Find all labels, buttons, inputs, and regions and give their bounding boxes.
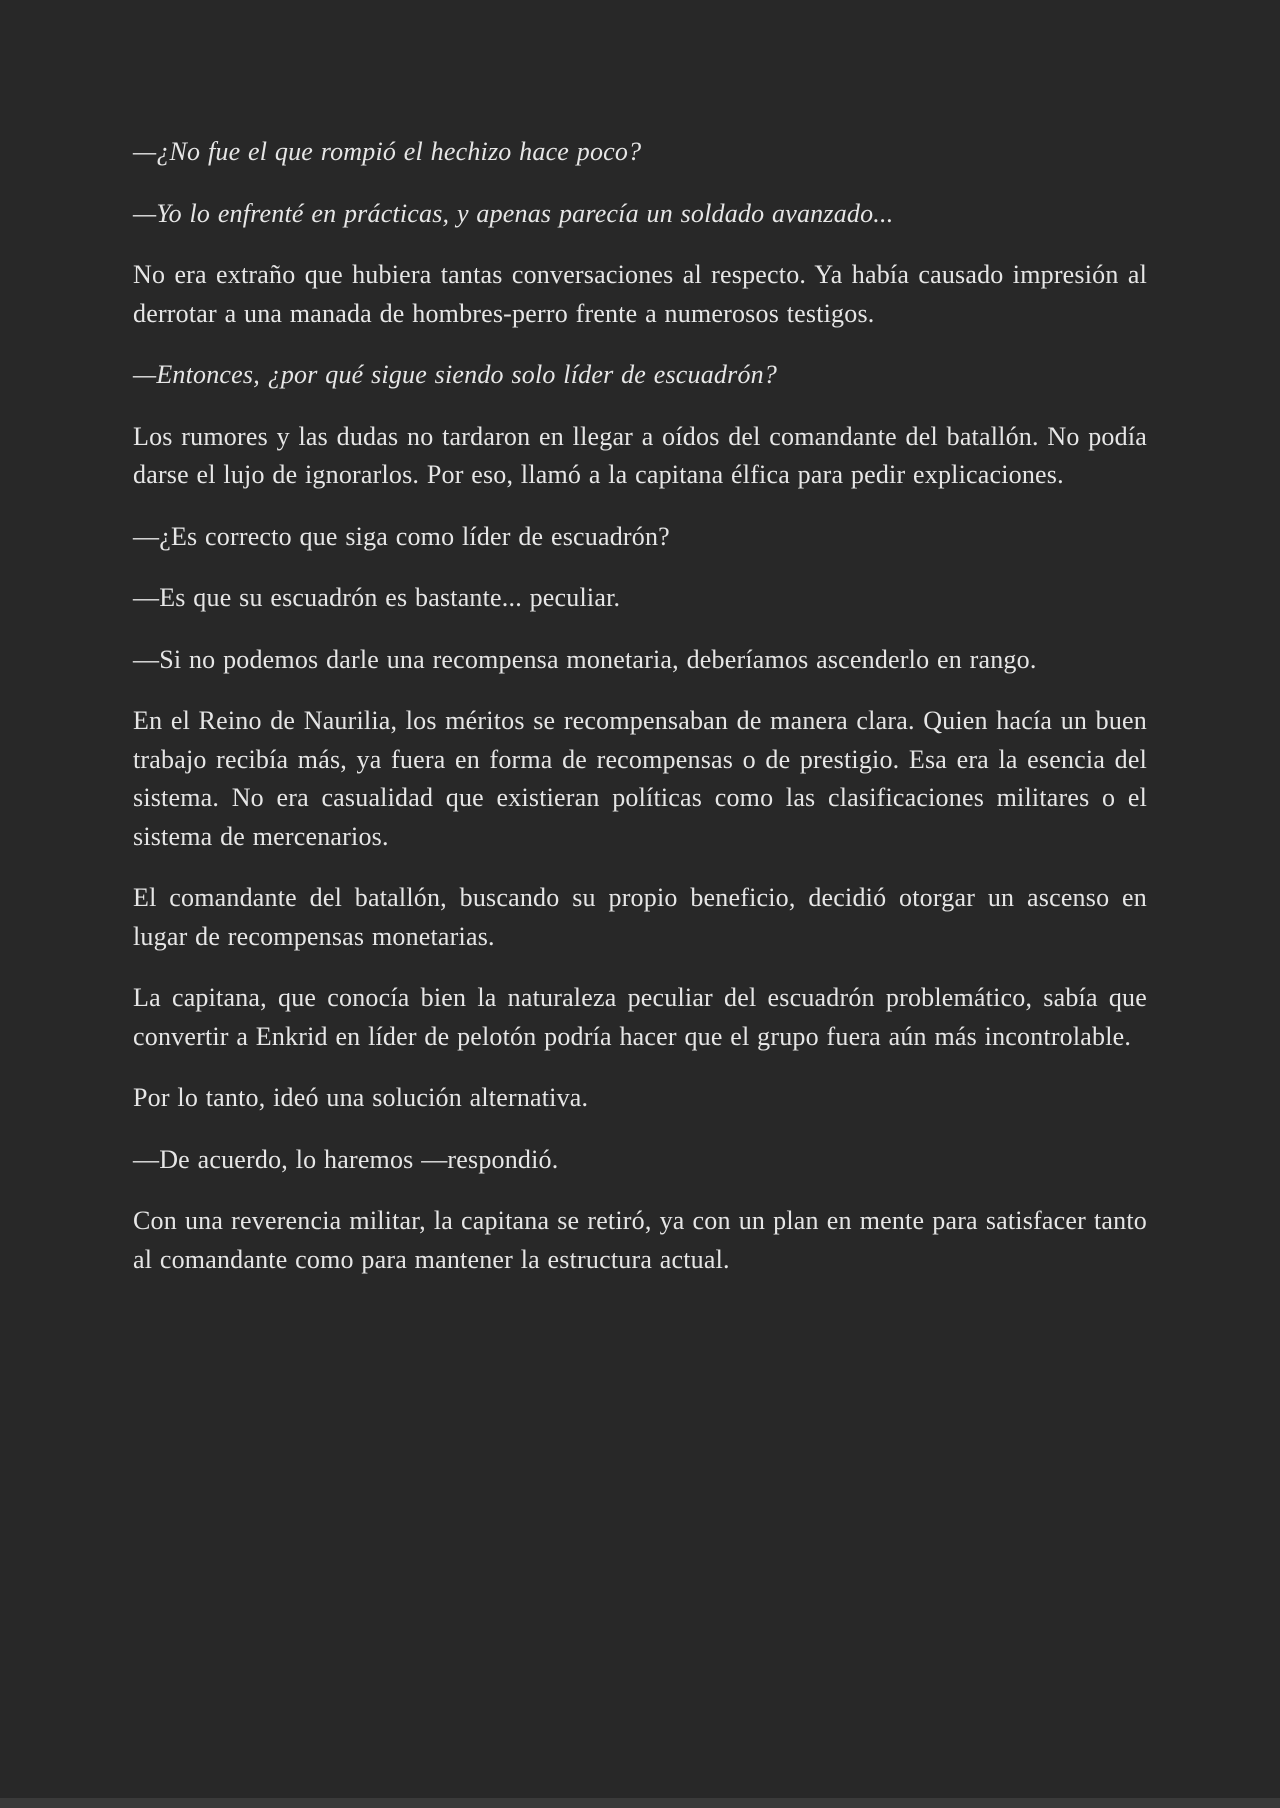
dialogue-paragraph: —¿No fue el que rompió el hechizo hace poco? [133, 137, 642, 166]
footer-bar [0, 1798, 1280, 1808]
text-column [133, 133, 1147, 1279]
body-paragraph: En el Reino de Naurilia, los méritos se recompensaban de manera clara. Quien hacía un buen trabajo recibía más, ya fuera en forma de recompensas o de prestigio. Esa era la esencia del sistema. No era casualidad que existieran políticas como las clasificaciones militares o el sistema de mercenarios. [133, 706, 1147, 851]
body-paragraph: Por lo tanto, ideó una solución alternativa. [133, 1083, 589, 1112]
body-paragraph: Con una reverencia militar, la capitana se retiró, ya con un plan en mente para satisfacer tanto al comandante como para mantener la estructura actual. [133, 1206, 1147, 1274]
body-paragraph: —Es que su escuadrón es bastante... peculiar. [133, 583, 621, 612]
body-paragraph: —Si no podemos darle una recompensa monetaria, deberíamos ascenderlo en rango. [133, 644, 1037, 674]
body-paragraph: No era extraño que hubiera tantas conversaciones al respecto. Ya había causado impresión al derrotar a una manada de hombres-perro frente a numerosos testigos. [133, 260, 1147, 328]
body-paragraph: —¿Es correcto que siga como líder de escuadrón? [133, 521, 670, 551]
body-paragraph: Los rumores y las dudas no tardaron en llegar a oídos del comandante del batallón. No podía darse el lujo de ignorarlos. Por eso, llamó a la capitana élfica para pedir explicaciones. [133, 421, 1147, 489]
body-paragraph: —De acuerdo, lo haremos —respondió. [133, 1144, 559, 1174]
body-paragraph: La capitana, que conocía bien la naturaleza peculiar del escuadrón problemático, sabía que convertir a Enkrid en líder de pelotón podría hacer que el grupo fuera aún más incontrolable. [133, 983, 1147, 1051]
body-paragraph: El comandante del batallón, buscando su propio beneficio, decidió otorgar un ascenso en lugar de recompensas monetarias. [133, 883, 1147, 951]
dialogue-paragraph: —Yo lo enfrenté en prácticas, y apenas parecía un soldado avanzado... [133, 198, 894, 228]
dialogue-paragraph: —Entonces, ¿por qué sigue siendo solo líder de escuadrón? [133, 360, 778, 389]
